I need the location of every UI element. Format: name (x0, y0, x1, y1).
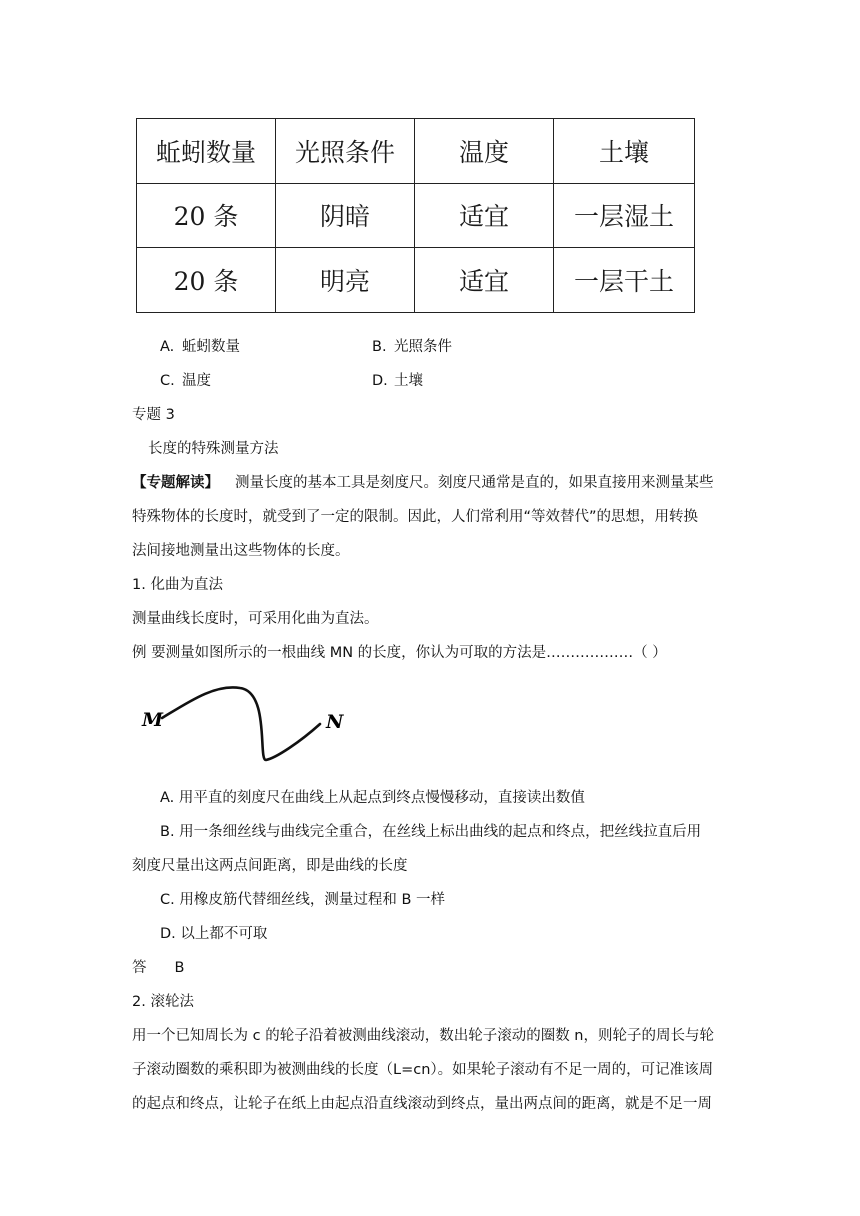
curve-option-d: D. 以上都不可取 (160, 926, 268, 942)
table-header-cell: 蚯蚓数量 (137, 119, 276, 184)
option-c: C. 温度 (160, 373, 211, 389)
method2-line: 子滚动圈数的乘积即为被测曲线的长度（L=cn）。如果轮子滚动有不足一周的，可记准该周 (132, 1062, 714, 1078)
table-header-row (137, 119, 695, 184)
topic-title: 长度的特殊测量方法 (148, 441, 279, 457)
experiment-table (136, 118, 695, 313)
curve-option-a: A. 用平直的刻度尺在曲线上从起点到终点慢慢移动，直接读出数值 (160, 790, 585, 806)
table-header-cell: 土壤 (554, 119, 695, 184)
curve-option-b-cont: 刻度尺量出这两点间距离，即是曲线的长度 (132, 858, 408, 874)
intro-paragraph-line: 【专题解读】 测量长度的基本工具是刻度尺。刻度尺通常是直的，如果直接用来测量某些 (132, 475, 714, 491)
method2-line: 的起点和终点，让轮子在纸上由起点沿直线滚动到终点，量出两点间的距离，就是不足一周 (132, 1096, 712, 1112)
curve-mn (162, 687, 320, 760)
answer-label: 答 (132, 960, 147, 976)
example-question: 例 要测量如图所示的一根曲线 MN 的长度，你认为可取的方法是………………（ ） (132, 645, 667, 661)
label-n: N (326, 711, 344, 733)
curve-option-c: C. 用橡皮筋代替细丝线，测量过程和 B 一样 (160, 892, 446, 908)
option-b: B. 光照条件 (372, 339, 452, 355)
table-header-cell: 温度 (415, 119, 554, 184)
table-header-cell: 光照条件 (276, 119, 415, 184)
intro-paragraph-line: 特殊物体的长度时，就受到了一定的限制。因此，人们常利用“等效替代”的思想，用转换 (132, 509, 699, 525)
table-cell: 适宜 (415, 248, 554, 313)
method2-heading: 2. 滚轮法 (132, 994, 194, 1010)
answer-value: B (174, 960, 185, 976)
table-row (137, 183, 695, 248)
label-m: M (142, 709, 164, 731)
answer-line (132, 958, 184, 978)
intro-paragraph-line: 法间接地测量出这些物体的长度。 (132, 543, 350, 559)
option-a: A. 蚯蚓数量 (160, 339, 240, 355)
curve-mn-figure (130, 676, 360, 776)
method2-line: 用一个已知周长为 c 的轮子沿着被测曲线滚动，数出轮子滚动的圈数 n，则轮子的周长与轮 (132, 1028, 714, 1044)
table-cell: 20 条 (137, 183, 276, 248)
table-cell: 阴暗 (276, 183, 415, 248)
method1-heading: 1. 化曲为直法 (132, 577, 223, 593)
table-cell: 明亮 (276, 248, 415, 313)
table-cell: 一层干土 (554, 248, 695, 313)
table-cell: 20 条 (137, 248, 276, 313)
method1-description: 测量曲线长度时，可采用化曲为直法。 (132, 611, 379, 627)
topic-label: 专题 3 (132, 407, 175, 423)
table-row (137, 248, 695, 313)
intro-tag: 【专题解读】 (132, 475, 219, 491)
curve-option-b: B. 用一条细丝线与曲线完全重合，在丝线上标出曲线的起点和终点，把丝线拉直后用 (160, 824, 702, 840)
table-cell: 一层湿土 (554, 183, 695, 248)
option-d: D. 土壤 (372, 373, 423, 389)
table-cell: 适宜 (415, 183, 554, 248)
